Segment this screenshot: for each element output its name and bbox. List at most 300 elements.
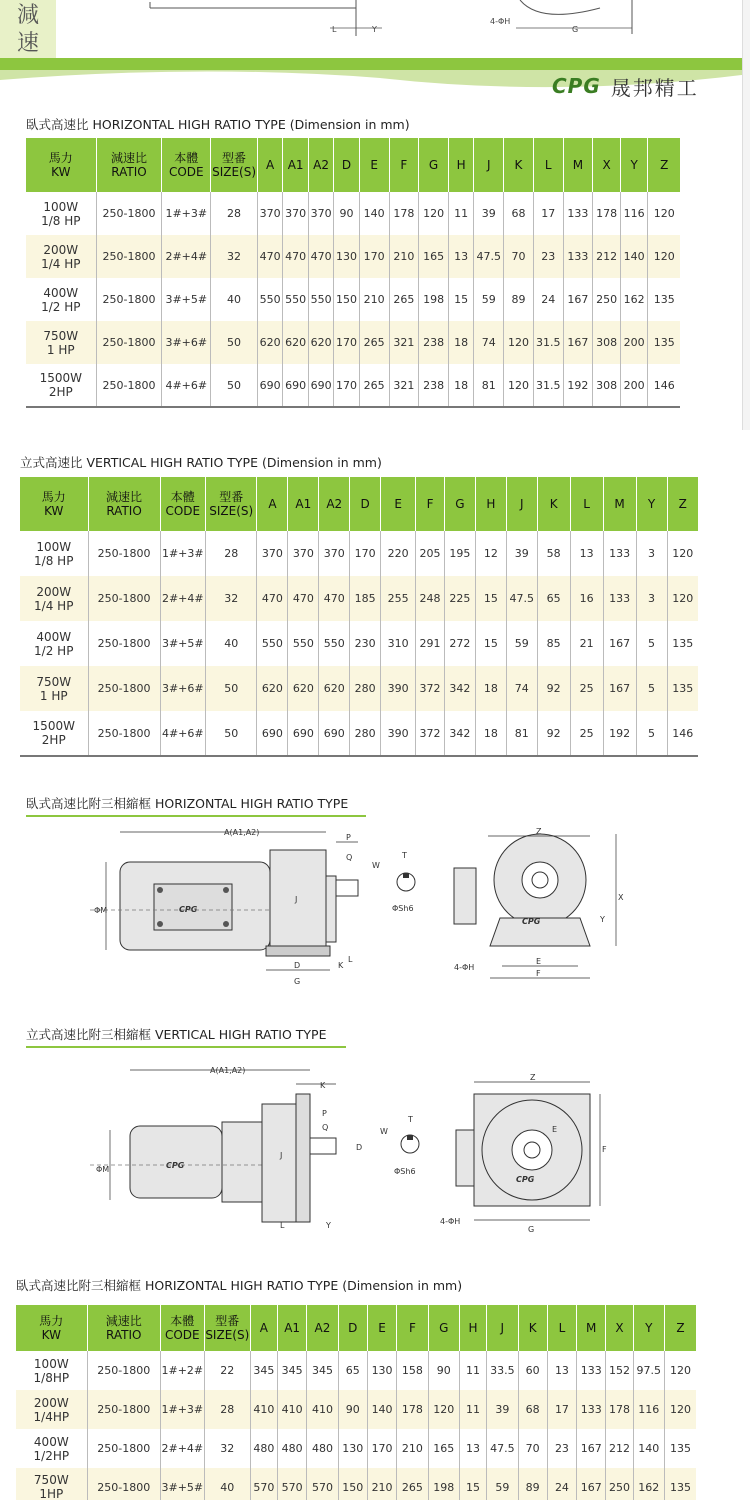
header-line: SIZE(S)	[209, 504, 254, 518]
table-cell: 238	[419, 364, 449, 407]
column-header	[487, 1305, 518, 1351]
power-cell	[20, 621, 88, 666]
svg-text:T: T	[402, 851, 407, 860]
table-cell: 250-1800	[88, 711, 160, 756]
table-row	[26, 278, 680, 321]
section5-title: 臥式高速比附三相縮框 HORIZONTAL HIGH RATIO TYPE (Dimension in mm)	[16, 1278, 463, 1293]
table-cell: 135	[667, 666, 698, 711]
table-cell: 620	[283, 321, 308, 364]
power-line: 1/2 HP	[34, 643, 74, 658]
table-cell: 370	[319, 531, 350, 576]
power-line: 1 HP	[39, 688, 68, 703]
svg-text:F: F	[536, 969, 541, 978]
table-cell: 81	[506, 711, 537, 756]
table-cell: 370	[308, 192, 333, 235]
svg-text:A(A1,A2): A(A1,A2)	[210, 1066, 246, 1075]
svg-text:Y: Y	[326, 1221, 331, 1230]
header-line: KW	[44, 504, 64, 518]
svg-text:E: E	[536, 957, 542, 966]
table-cell: 133	[577, 1351, 606, 1390]
horizontal-spec-table	[26, 138, 680, 408]
table-row	[20, 711, 698, 756]
table-cell: 150	[338, 1468, 367, 1500]
header-line: J	[500, 1321, 505, 1335]
svg-text:CPG: CPG	[179, 905, 198, 914]
svg-text:ΦSh6: ΦSh6	[392, 904, 414, 913]
table-cell: 39	[506, 531, 537, 576]
table-cell: 308	[593, 364, 621, 407]
header-line: M	[586, 1321, 597, 1335]
table-cell: 167	[577, 1468, 606, 1500]
table-row	[20, 576, 698, 621]
table-cell: 170	[350, 531, 381, 576]
svg-text:T: T	[408, 1115, 413, 1124]
table-cell: 162	[633, 1468, 664, 1500]
column-header	[620, 138, 648, 192]
column-header	[533, 138, 563, 192]
column-header	[211, 138, 258, 192]
table-cell: 192	[603, 711, 636, 756]
table-cell: 250-1800	[88, 576, 160, 621]
table-cell: 170	[367, 1429, 396, 1468]
table-cell: 92	[537, 666, 570, 711]
header-line: K	[514, 158, 523, 172]
section2-title: 立式高速比 VERTICAL HIGH RATIO TYPE (Dimension in mm)	[20, 455, 382, 470]
table-cell: 690	[319, 711, 350, 756]
column-header	[87, 1305, 160, 1351]
column-header	[506, 477, 537, 531]
table-cell: 167	[563, 278, 593, 321]
table-cell: 198	[428, 1468, 459, 1500]
svg-text:L: L	[348, 955, 353, 964]
table-cell: 81	[474, 364, 504, 407]
brand	[552, 72, 699, 100]
table-cell: 167	[563, 321, 593, 364]
table-cell: 250-1800	[96, 192, 162, 235]
header-line: F	[408, 1321, 416, 1335]
svg-text:ΦM: ΦM	[94, 906, 108, 915]
header-line: A	[268, 497, 277, 511]
table-cell: 3#+5#	[162, 278, 211, 321]
header-line: G	[439, 1321, 449, 1335]
table-cell: 133	[603, 531, 636, 576]
column-header	[26, 138, 96, 192]
svg-text:CPG: CPG	[516, 1175, 535, 1184]
table-cell: 570	[307, 1468, 338, 1500]
header-line: X	[602, 158, 611, 172]
table-cell: 248	[416, 576, 445, 621]
header-line: 本體	[170, 1314, 195, 1328]
table-cell: 1#+3#	[160, 1390, 204, 1429]
column-header	[359, 138, 389, 192]
power-line: 1/4 HP	[34, 598, 74, 613]
power-line: 1/2HP	[33, 1448, 70, 1463]
table-cell: 47.5	[487, 1429, 518, 1468]
table-cell: 40	[211, 278, 258, 321]
svg-text:4-ΦH: 4-ΦH	[440, 1217, 461, 1226]
svg-text:A(A1,A2): A(A1,A2)	[224, 828, 260, 837]
svg-text:D: D	[294, 961, 301, 970]
header-line: F	[426, 497, 434, 511]
power-line: 750W	[43, 328, 79, 343]
header-line: 減速比	[110, 151, 147, 165]
table-cell: 321	[389, 321, 419, 364]
column-header	[459, 1305, 486, 1351]
table-cell: 2#+4#	[160, 576, 205, 621]
table-cell: 200	[620, 364, 648, 407]
table-cell: 550	[308, 278, 333, 321]
power-line: 1/8HP	[33, 1370, 70, 1385]
column-header	[633, 1305, 664, 1351]
power-cell	[16, 1468, 87, 1500]
table-cell: 39	[474, 192, 504, 235]
header-line: A	[259, 1321, 268, 1335]
header-line: RATIO	[111, 165, 147, 179]
table-cell: 370	[257, 531, 288, 576]
table-cell: 13	[547, 1351, 576, 1390]
table-cell: 470	[288, 576, 319, 621]
table-cell: 146	[667, 711, 698, 756]
table-cell: 178	[397, 1390, 428, 1429]
table-cell: 198	[419, 278, 449, 321]
table-cell: 690	[257, 711, 288, 756]
column-header	[381, 477, 416, 531]
table-cell: 12	[475, 531, 506, 576]
header-line: M	[614, 497, 625, 511]
table-cell: 250	[606, 1468, 633, 1500]
column-header	[250, 1305, 277, 1351]
header-line: L	[544, 158, 552, 172]
column-header	[160, 1305, 204, 1351]
svg-text:Q: Q	[346, 853, 353, 862]
vertical-spec-table	[20, 477, 698, 757]
column-header	[648, 138, 680, 192]
column-header	[319, 477, 350, 531]
table-cell: 620	[257, 321, 282, 364]
table-row	[16, 1468, 696, 1500]
table-cell: 170	[359, 235, 389, 278]
table-cell: 21	[570, 621, 603, 666]
header-line: A2	[313, 158, 329, 172]
power-line: 2HP	[48, 385, 73, 399]
table-cell: 89	[518, 1468, 547, 1500]
header-line: D	[341, 158, 352, 172]
table-cell: 550	[257, 278, 282, 321]
table-cell: 480	[277, 1429, 306, 1468]
table-cell: 25	[570, 711, 603, 756]
svg-text:Q: Q	[322, 1123, 329, 1132]
power-line: 100W	[33, 1356, 69, 1371]
table-cell: 28	[205, 531, 257, 576]
table-cell: 140	[633, 1429, 664, 1468]
table-cell: 342	[444, 666, 475, 711]
power-cell	[16, 1390, 87, 1429]
column-header	[570, 477, 603, 531]
table-cell: 16	[570, 576, 603, 621]
header-line: M	[572, 158, 584, 172]
table-cell: 280	[350, 666, 381, 711]
header-line: H	[486, 497, 496, 511]
table-cell: 238	[419, 321, 449, 364]
power-cell	[16, 1351, 87, 1390]
column-header	[350, 477, 381, 531]
header-line: Y	[647, 497, 656, 511]
header-line: RATIO	[106, 504, 142, 518]
table-cell: 470	[257, 576, 288, 621]
table-cell: 250-1800	[87, 1351, 160, 1390]
header-line: Z	[660, 158, 669, 172]
column-header	[593, 138, 621, 192]
power-line: 200W	[43, 242, 79, 257]
column-header	[257, 477, 288, 531]
table-row	[20, 666, 698, 711]
horizontal-drawing	[90, 822, 650, 992]
table-cell: 3#+5#	[160, 621, 205, 666]
table-cell: 130	[367, 1351, 396, 1390]
section4-title: 立式高速比附三相縮框 VERTICAL HIGH RATIO TYPE	[26, 1025, 346, 1048]
table-cell: 116	[633, 1390, 664, 1429]
power-cell	[20, 531, 88, 576]
power-line: 400W	[36, 629, 72, 644]
header-line: KW	[51, 165, 71, 179]
table-cell: 70	[504, 235, 534, 278]
table-cell: 167	[603, 621, 636, 666]
table-row	[26, 192, 680, 235]
table-cell: 140	[367, 1390, 396, 1429]
header-line: G	[428, 158, 439, 172]
top-diagram-fragment	[0, 0, 750, 60]
column-header	[88, 477, 160, 531]
svg-text:D: D	[356, 1143, 363, 1152]
svg-text:ΦSh6: ΦSh6	[394, 1167, 416, 1176]
table-cell: 89	[504, 278, 534, 321]
header-line: SIZE(S)	[212, 165, 257, 179]
column-header	[204, 1305, 250, 1351]
table-row	[16, 1429, 696, 1468]
table-cell: 130	[338, 1429, 367, 1468]
table-cell: 210	[397, 1429, 428, 1468]
table-cell: 192	[563, 364, 593, 407]
table-cell: 2#+4#	[160, 1429, 204, 1468]
power-line: 1/8 HP	[34, 553, 74, 568]
table-cell: 470	[319, 576, 350, 621]
header-line: CODE	[164, 1328, 200, 1342]
header-line: Y	[630, 158, 638, 172]
column-header	[96, 138, 162, 192]
power-cell	[20, 711, 88, 756]
table-cell: 162	[620, 278, 648, 321]
svg-text:CPG: CPG	[166, 1161, 185, 1170]
table-cell: 620	[288, 666, 319, 711]
table-cell: 24	[533, 278, 563, 321]
power-line: 400W	[33, 1434, 69, 1449]
table-cell: 18	[475, 666, 506, 711]
table-cell: 4#+6#	[160, 711, 205, 756]
table-cell: 92	[537, 711, 570, 756]
table-cell: 165	[419, 235, 449, 278]
table-cell: 480	[307, 1429, 338, 1468]
table-cell: 18	[448, 321, 473, 364]
header-line: 馬力	[41, 490, 66, 504]
column-header	[283, 138, 308, 192]
table-cell: 265	[389, 278, 419, 321]
table-cell: 90	[338, 1390, 367, 1429]
table-cell: 15	[475, 576, 506, 621]
table-cell: 570	[250, 1468, 277, 1500]
header-line: 本體	[170, 490, 195, 504]
column-header	[338, 1305, 367, 1351]
table-cell: 212	[593, 235, 621, 278]
table-cell: 690	[308, 364, 333, 407]
scrollbar-edge[interactable]	[742, 0, 750, 430]
column-header	[334, 138, 359, 192]
header-line: X	[615, 1321, 624, 1335]
horizontal-spec-table-3phase	[16, 1305, 696, 1500]
column-header	[277, 1305, 306, 1351]
table-cell: 40	[205, 621, 257, 666]
table-cell: 308	[593, 321, 621, 364]
table-cell: 150	[334, 278, 359, 321]
section1-title: 臥式高速比 HORIZONTAL HIGH RATIO TYPE (Dimension in mm)	[26, 117, 410, 132]
table-cell: 152	[606, 1351, 633, 1390]
power-line: 200W	[33, 1395, 69, 1410]
table-cell: 250-1800	[88, 621, 160, 666]
table-cell: 370	[283, 192, 308, 235]
table-cell: 280	[350, 711, 381, 756]
table-cell: 32	[211, 235, 258, 278]
table-cell: 272	[444, 621, 475, 666]
table-cell: 140	[620, 235, 648, 278]
column-header	[563, 138, 593, 192]
table-cell: 250-1800	[96, 364, 162, 407]
svg-text:Y: Y	[372, 25, 377, 34]
column-header	[636, 477, 667, 531]
table-row	[16, 1390, 696, 1429]
svg-text:ΦM: ΦM	[96, 1165, 110, 1174]
table-cell: 70	[518, 1429, 547, 1468]
table-cell: 39	[487, 1390, 518, 1429]
header-line: CODE	[165, 504, 201, 518]
table-cell: 135	[664, 1468, 696, 1500]
column-header	[308, 138, 333, 192]
table-cell: 1#+3#	[162, 192, 211, 235]
table-cell: 410	[307, 1390, 338, 1429]
table-cell: 265	[397, 1468, 428, 1500]
table-cell: 135	[648, 321, 680, 364]
power-line: 1/2 HP	[41, 299, 81, 314]
svg-text:G: G	[294, 977, 301, 986]
header-line: Y	[645, 1321, 653, 1335]
table-cell: 200	[620, 321, 648, 364]
table-cell: 11	[448, 192, 473, 235]
power-line: 2HP	[41, 733, 66, 747]
svg-text:K: K	[338, 961, 344, 970]
header-line: A1	[295, 497, 312, 511]
table-cell: 65	[537, 576, 570, 621]
table-cell: 165	[428, 1429, 459, 1468]
table-cell: 24	[547, 1468, 576, 1500]
svg-text:F: F	[602, 1145, 607, 1154]
table-cell: 120	[667, 576, 698, 621]
table-cell: 210	[389, 235, 419, 278]
table-cell: 250-1800	[96, 321, 162, 364]
header-line: L	[583, 497, 590, 511]
column-header	[419, 138, 449, 192]
table-cell: 3#+6#	[162, 321, 211, 364]
table-cell: 170	[334, 364, 359, 407]
table-cell: 210	[359, 278, 389, 321]
table-cell: 230	[350, 621, 381, 666]
column-header	[307, 1305, 338, 1351]
table-cell: 178	[389, 192, 419, 235]
table-cell: 22	[204, 1351, 250, 1390]
power-line: 1/8 HP	[41, 213, 81, 228]
table-cell: 50	[211, 364, 258, 407]
table-cell: 120	[664, 1390, 696, 1429]
table-cell: 372	[416, 711, 445, 756]
table-cell: 345	[307, 1351, 338, 1390]
power-line: 400W	[43, 285, 79, 300]
table-cell: 470	[283, 235, 308, 278]
side-label	[0, 0, 56, 60]
table-cell: 2#+4#	[162, 235, 211, 278]
svg-text:E: E	[552, 1125, 558, 1134]
column-header	[537, 477, 570, 531]
column-header	[577, 1305, 606, 1351]
column-header	[606, 1305, 633, 1351]
header-line: J	[486, 158, 491, 172]
table-cell: 133	[577, 1390, 606, 1429]
table-cell: 17	[533, 192, 563, 235]
header-line: 型番	[219, 490, 244, 504]
table-row	[26, 235, 680, 278]
table-cell: 212	[606, 1429, 633, 1468]
svg-text:Z: Z	[536, 827, 542, 836]
header-line: A1	[284, 1321, 301, 1335]
table-cell: 50	[205, 666, 257, 711]
column-header	[257, 138, 282, 192]
table-cell: 135	[653, 293, 675, 306]
header-line: L	[558, 1321, 566, 1335]
table-cell: 250-1800	[96, 278, 162, 321]
table-cell: 167	[603, 666, 636, 711]
table-cell: 65	[338, 1351, 367, 1390]
table-cell: 1#+2#	[160, 1351, 204, 1390]
table-cell: 470	[308, 235, 333, 278]
table-cell: 116	[620, 192, 648, 235]
column-header	[367, 1305, 396, 1351]
column-header	[389, 138, 419, 192]
table-cell: 15	[448, 278, 473, 321]
table-cell: 25	[570, 666, 603, 711]
table-cell: 550	[257, 621, 288, 666]
table-row	[26, 364, 680, 407]
svg-text:J: J	[280, 1151, 283, 1160]
svg-text:K: K	[320, 1081, 326, 1090]
column-header	[397, 1305, 428, 1351]
table-cell: 50	[211, 321, 258, 364]
table-cell: 23	[533, 235, 563, 278]
table-cell: 59	[487, 1468, 518, 1500]
table-cell: 3	[636, 576, 667, 621]
column-header	[518, 1305, 547, 1351]
table-cell: 18	[448, 364, 473, 407]
header-line: G	[455, 497, 465, 511]
header-line: D	[348, 1321, 358, 1335]
power-line: 1500W	[32, 719, 75, 733]
table-cell: 205	[416, 531, 445, 576]
header-line: A	[266, 158, 275, 172]
